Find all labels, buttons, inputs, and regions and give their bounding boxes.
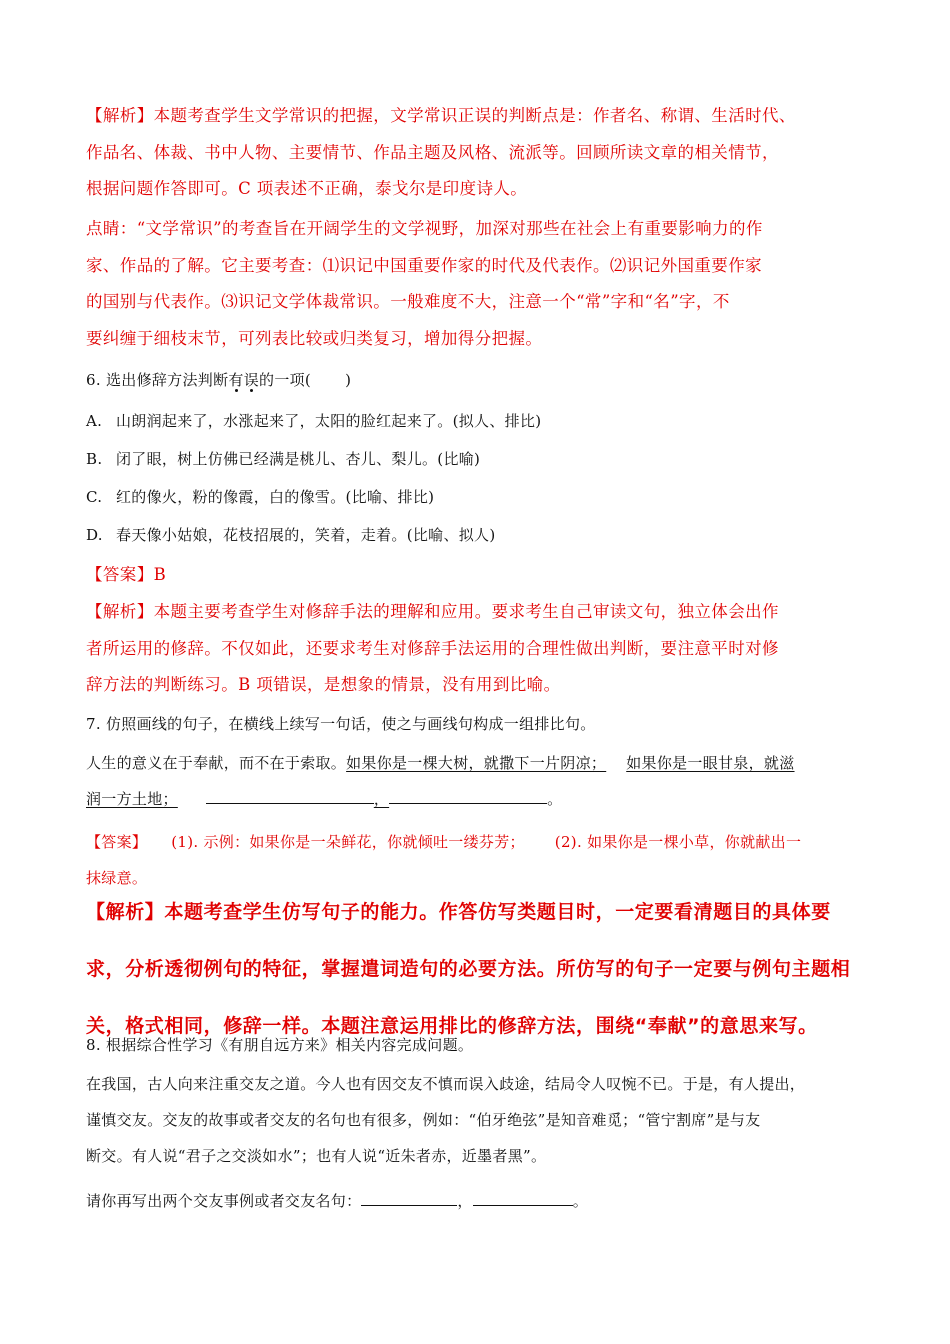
underlined-example-2: 如果你是一眼甘泉，就滋 (626, 754, 795, 772)
q7-analysis-line-3: 关，格式相同，修辞一样。本题注意运用排比的修辞方法，围绕“奉献”的意思来写。 (86, 1015, 818, 1037)
answer-blank-1[interactable] (206, 788, 374, 804)
answer-label: 【答案】 (86, 833, 148, 851)
q5-note-line-1: 点睛：“文学常识”的考查旨在开阔学生的文学视野，加深对那些在社会上有重要影响力的作 (86, 219, 763, 238)
q6-option-b: B. 闭了眼，树上仿佛已经满是桃儿、杏儿、梨儿。(比喻) (86, 450, 481, 468)
analysis-label: 【解析】 (86, 901, 165, 923)
q6-answer (86, 557, 876, 594)
q7-answer-line-1: 【答案】 (1). 示例：如果你是一朵鲜花，你就倾吐一缕芬芳； (2). 如果你是一棵小草，你就献出一 (86, 833, 802, 851)
q6-analysis-line-3: 辞方法的判断练习。B 项错误，是想象的情景，没有用到比喻。 (86, 675, 561, 694)
answer-blank-2[interactable] (389, 788, 547, 804)
q7-stem: 7. 仿照画线的句子，在横线上续写一句话，使之与画线句构成一组排比句。 (86, 715, 596, 733)
emphasis-dot-char: 有 (228, 371, 244, 389)
q6-option-d: D. 春天像小姑娘，花枝招展的，笑着，走着。(比喻、拟人) (86, 526, 496, 544)
underlined-example-2-cont: 润一方土地； (86, 790, 178, 808)
q6-options (86, 403, 876, 553)
q7-sentence-line-1: 人生的意义在于奉献，而不在于索取。如果你是一棵大树，就撒下一片阴凉； 如果你是一眼甘泉，就滋 (86, 754, 795, 772)
q5-analysis-line-2: 作品名、体裁、书中人物、主要情节、作品主题及风格、流派等。回顾所读文章的相关情节， (86, 142, 779, 162)
answer-label: 【答案】 (86, 565, 154, 584)
q8-stem: 8. 根据综合性学习《有朋自远方来》相关内容完成问题。 (86, 1036, 474, 1054)
q6-option-c: C. 红的像火，粉的像霞，白的像雪。(比喻、排比) (86, 488, 435, 506)
q8-passage-line-1: 在我国，古人向来注重交友之道。今人也有因交友不慎而误入歧途，结局令人叹惋不已。于是，有人提出， (86, 1075, 806, 1093)
q6-analysis-line-1: 【解析】本题主要考查学生对修辞手法的理解和应用。要求考生自己审读文句，独立体会出作 (86, 602, 779, 621)
q7-analysis-line-1: 【解析】本题考查学生仿写句子的能力。作答仿写类题目时，一定要看清题目的具体要 (86, 901, 831, 923)
q5-note-line-3: 的国别与代表作。⑶识记文学体裁常识。一般难度不大，注意一个“常”字和“名”字，不 (86, 292, 730, 311)
q8-passage (86, 1066, 876, 1174)
answer-value: B (153, 565, 167, 584)
answer-blank-1[interactable] (361, 1190, 457, 1206)
q5-analysis-line-3: 根据问题作答即可。C 项表述不正确，泰戈尔是印度诗人。 (86, 179, 528, 198)
q6-stem: 6. 选出修辞方法判断有误的一项( ) (86, 371, 352, 389)
q6-analysis (86, 594, 876, 704)
q5-analysis (86, 98, 876, 208)
q7-sentence-line-2: 润一方土地； ， 。 (86, 790, 563, 808)
q8-question: 请你再写出两个交友事例或者交友名句： ， 。 (86, 1192, 589, 1210)
q5-analysis-line-1: 【解析】本题考查学生文学常识的把握，文学常识正误的判断点是：作者名、称谓、生活时代、 (86, 106, 796, 125)
q8-passage-line-3: 断交。有人说“君子之交淡如水”；也有人说“近朱者赤，近墨者黑”。 (86, 1147, 547, 1165)
emphasis-dot-char: 误 (243, 371, 260, 389)
q7-analysis-line-2: 求，分析透彻例句的特征，掌握遣词造句的必要方法。所仿写的句子一定要与例句主题相 (86, 958, 851, 980)
q6-analysis-line-2: 者所运用的修辞。不仅如此，还要求考生对修辞手法运用的合理性做出判断，要注意平时对修 (86, 638, 779, 658)
q6-option-a: A. 山朗润起来了，水涨起来了，太阳的脸红起来了。(拟人、排比) (86, 412, 542, 430)
q5-note-line-2: 家、作品的了解。它主要考查：⑴识记中国重要作家的时代及代表作。⑵识记外国重要作家 (86, 255, 762, 275)
answer-blank-2[interactable] (473, 1190, 573, 1206)
q5-note (86, 211, 876, 357)
analysis-label: 【解析】 (86, 602, 154, 621)
q7-sentence (86, 745, 876, 817)
analysis-label: 【解析】 (86, 106, 154, 125)
underlined-example-1: 如果你是一棵大树，就撒下一片阴凉； (346, 754, 607, 772)
q7-answer-line-2: 抹绿意。 (86, 869, 148, 887)
q5-note-line-4: 要纠缠于细枝末节，可列表比较或归类复习，增加得分把握。 (86, 328, 543, 348)
q8-passage-line-2: 谨慎交友。交友的故事或者交友的名句也有很多，例如：“伯牙绝弦”是知音难觅；“管宁割席”是与友 (86, 1111, 761, 1129)
